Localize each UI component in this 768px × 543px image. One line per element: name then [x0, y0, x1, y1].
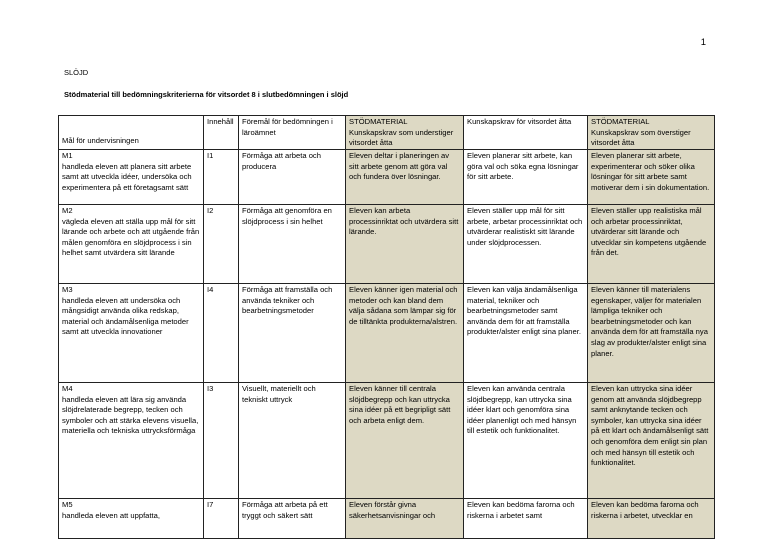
goal-cell [59, 284, 204, 383]
lower-criteria-cell: Eleven känner igen material och metoder och kan bland dem välja sådana som lämpar sig för de tilltänkta produkterna/alstren. [346, 284, 464, 383]
goal-text: handleda eleven att lära sig använda slöjdrelaterade begrepp, tecken och symboler och att stärka elevens visuella, materiella och tekniska uttrycksförmåga [62, 394, 199, 436]
object-cell: Förmåga att arbeta och producera [239, 150, 346, 205]
table-row [59, 383, 715, 499]
object-cell: Förmåga att framställa och använda tekniker och bearbetningsmetoder [239, 284, 346, 383]
goal-cell [59, 499, 204, 539]
header-stod-upper-title: STÖDMATERIAL [591, 117, 650, 126]
content-cell: I1 [204, 150, 239, 205]
table-header-row [59, 116, 715, 150]
content-cell: I7 [204, 499, 239, 539]
upper-criteria-cell: Eleven kan bedöma farorna och riskerna i arbetet, utvecklar en [588, 499, 715, 539]
upper-criteria-cell: Eleven kan uttrycka sina idéer genom att använda slöjdbegrepp samt anknytande tecken och symboler, kan uttrycka sina idéer på ett klart och ändamålsenligt sätt och genomföra dem enligt sin plan och med hänsyn till estetik och funktionalitet. [588, 383, 715, 499]
goal-text: handleda eleven att planera sitt arbete samt att utveckla idéer, undersöka och experimentera på ett företagsamt sätt [62, 161, 192, 192]
upper-criteria-cell: Eleven känner till materialens egenskaper, väljer för materialen lämpliga tekniker och bearbetningsmetoder och kan använda dem för att framställa nya slag av produkter/alster enligt sina planer. [588, 284, 715, 383]
object-cell: Förmåga att genomföra en slöjdprocess i sin helhet [239, 205, 346, 284]
header-stod-lower [346, 116, 464, 150]
header-stod-lower-title: STÖDMATERIAL [349, 117, 408, 126]
criteria-cell: Eleven ställer upp mål för sitt arbete, arbetar processinriktat och utvärderar realistiskt sitt lärande under slöjdprocessen. [464, 205, 588, 284]
header-object: Föremål för bedömningen i läroämnet [239, 116, 346, 150]
criteria-cell: Eleven kan bedöma farorna och riskerna i arbetet samt [464, 499, 588, 539]
table-row [59, 499, 715, 539]
header-stod-upper-text: Kunskapskrav som överstiger vitsordet åtta [591, 127, 691, 148]
page-number: 1 [700, 37, 706, 48]
header-stod-upper [588, 116, 715, 150]
table-row [59, 150, 715, 205]
assessment-table [58, 115, 715, 539]
upper-criteria-cell: Eleven ställer upp realistiska mål och arbetar processinriktat, utvärderar sitt lärande och utvecklar sin kompetens utgående från det. [588, 205, 715, 284]
header-content: Innehåll [204, 116, 239, 150]
object-cell: Visuellt, materiellt och tekniskt uttryck [239, 383, 346, 499]
header-criteria: Kunskapskrav för vitsordet åtta [464, 116, 588, 150]
content-cell: I2 [204, 205, 239, 284]
object-cell: Förmåga att arbeta på ett tryggt och säkert sätt [239, 499, 346, 539]
goal-code: M5 [62, 500, 73, 509]
table-row [59, 205, 715, 284]
goal-code: M2 [62, 206, 73, 215]
content-cell: I4 [204, 284, 239, 383]
table-row [59, 284, 715, 383]
header-stod-lower-text: Kunskapskrav som understiger vitsordet åtta [349, 127, 454, 148]
goal-cell [59, 150, 204, 205]
criteria-cell: Eleven kan välja ändamålsenliga material, tekniker och bearbetningsmetoder samt använda dem för att framställa produkter/alster enligt sina planer. [464, 284, 588, 383]
lower-criteria-cell: Eleven förstår givna säkerhetsanvisningar och [346, 499, 464, 539]
criteria-cell: Eleven kan använda centrala slöjdbegrepp, kan uttrycka sina idéer klart och genomföra sina idéer planenligt och med hänsyn till estetik och funktionalitet. [464, 383, 588, 499]
goal-text: handleda eleven att uppfatta, [62, 510, 160, 520]
upper-criteria-cell: Eleven planerar sitt arbete, experimenterar och söker olika lösningar för sitt arbete samt motiverar dem i sin dokumentation. [588, 150, 715, 205]
goal-code: M1 [62, 151, 73, 160]
goal-text: vägleda eleven att ställa upp mål för sitt lärande och arbete och att utgående från målen genomföra en slöjdprocess i sin helhet samt utvärdera sitt lärande [62, 216, 200, 258]
document-title: Stödmaterial till bedömningskriterierna för vitsordet 8 i slutbedömningen i slöjd [64, 90, 349, 99]
goal-code: M3 [62, 285, 73, 294]
goal-cell [59, 205, 204, 284]
header-goal: Mål för undervisningen [59, 116, 204, 150]
goal-cell [59, 383, 204, 499]
goal-code: M4 [62, 384, 73, 393]
criteria-cell: Eleven planerar sitt arbete, kan göra val och söka egna lösningar för sitt arbete. [464, 150, 588, 205]
lower-criteria-cell: Eleven känner till centrala slöjdbegrepp och kan uttrycka sina idéer på ett begripligt sätt och arbeta enligt dem. [346, 383, 464, 499]
content-cell: I3 [204, 383, 239, 499]
lower-criteria-cell: Eleven deltar i planeringen av sitt arbete genom att göra val och fundera över lösningar. [346, 150, 464, 205]
goal-text: handleda eleven att undersöka och mångsidigt använda olika redskap, material och ändamålsenliga metoder samt att utveckla innovationer [62, 295, 189, 337]
lower-criteria-cell: Eleven kan arbeta processinriktat och utvärdera sitt lärande. [346, 205, 464, 284]
document-subject: SLÖJD [64, 68, 89, 77]
